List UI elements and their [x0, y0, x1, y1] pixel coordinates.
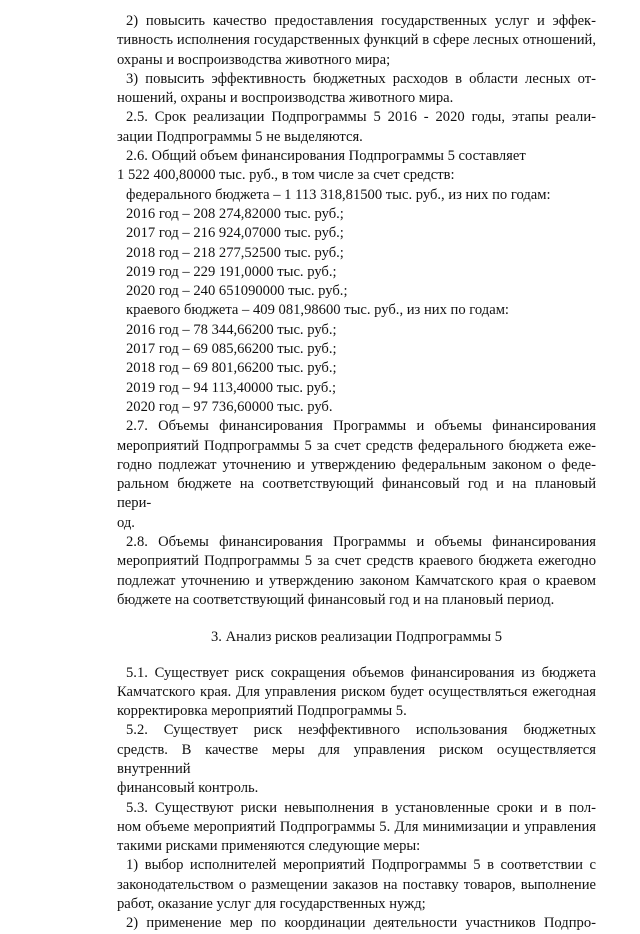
regional-budget-line: краевого бюджета – 409 081,98600 тыс. руб., из них по годам: — [126, 302, 509, 319]
paragraph-2-6 — [117, 147, 596, 417]
text-line: работ, оказание услуг для государственных нужд; — [117, 896, 426, 913]
regional-year-2018: 2018 год – 69 801,66200 тыс. руб.; — [126, 360, 337, 377]
text-line: такими рисками применяются следующие меры: — [117, 838, 421, 855]
text-line: законодательством о размещении заказов на поставку товаров, выполнение — [117, 876, 596, 893]
text-line: мероприятий Подпрограммы 5 за счет средств краевого бюджета ежегодно — [117, 553, 596, 570]
text-line: 3) повысить эффективность бюджетных расходов в области лесных от- — [126, 70, 596, 87]
regional-year-2016: 2016 год – 78 344,66200 тыс. руб.; — [126, 321, 337, 338]
text-line: зации Подпрограммы 5 не выделяются. — [117, 128, 363, 145]
text-line: 5.1. Существует риск сокращения объемов финансирования из бюджета — [126, 664, 596, 681]
text-line: од. — [117, 514, 135, 531]
text-line: финансовый контроль. — [117, 780, 259, 797]
text-line: бюджете на соответствующий финансовый год и на плановый период. — [117, 591, 555, 608]
paragraph-5-1 — [117, 664, 596, 722]
paragraph-2-5 — [117, 108, 596, 147]
regional-year-2019: 2019 год – 94 113,40000 тыс. руб.; — [126, 379, 337, 396]
paragraph-measure-2 — [117, 914, 596, 933]
text-line: ральном бюджете на соответствующий финансовый год и на плановый пери- — [117, 476, 596, 512]
text-line: ном объеме мероприятий Подпрограммы 5. Для минимизации и управления — [117, 818, 596, 835]
text-line: тивность исполнения государственных функций в сфере лесных отношений, — [117, 32, 596, 49]
paragraph-2-7 — [117, 417, 596, 533]
text-line: 2.6. Общий объем финансирования Подпрограммы 5 составляет — [126, 148, 526, 165]
text-line: охраны и воспроизводства животного мира; — [117, 51, 391, 68]
paragraph-goal-2 — [117, 12, 596, 70]
regional-year-2017: 2017 год – 69 085,66200 тыс. руб.; — [126, 341, 337, 358]
text-line: 2.7. Объемы финансирования Программы и объемы финансирования — [126, 418, 596, 435]
federal-year-2018: 2018 год – 218 277,52500 тыс. руб.; — [126, 244, 344, 261]
paragraph-2-8 — [117, 533, 596, 610]
federal-budget-line: федерального бюджета – 1 113 318,81500 тыс. руб., из них по годам: — [126, 186, 551, 203]
text-line: 1) выбор исполнителей мероприятий Подпрограммы 5 в соответствии с — [126, 857, 596, 874]
federal-year-2016: 2016 год – 208 274,82000 тыс. руб.; — [126, 205, 344, 222]
text-line: 2.8. Объемы финансирования Программы и объемы финансирования — [126, 534, 596, 551]
text-line: мероприятий Подпрограммы 5 за счет средств федерального бюджета еже- — [117, 437, 596, 454]
text-line: 2.5. Срок реализации Подпрограммы 5 2016 - 2020 годы, этапы реали- — [126, 109, 596, 126]
text-line: ношений, охраны и воспроизводства животного мира. — [117, 90, 454, 107]
paragraph-5-2 — [117, 721, 596, 798]
text-line: 5.3. Существуют риски невыполнения в установленные сроки и в пол- — [126, 799, 596, 816]
text-line: средств. В качестве меры для управления риском осуществляется внутренний — [117, 741, 596, 777]
paragraph-measure-1 — [117, 856, 596, 914]
regional-year-2020: 2020 год – 97 736,60000 тыс. руб. — [126, 398, 333, 415]
paragraph-5-3 — [117, 799, 596, 857]
federal-year-2020: 2020 год – 240 651090000 тыс. руб.; — [126, 283, 348, 300]
paragraph-goal-3 — [117, 70, 596, 109]
text-line: 5.2. Существует риск неэффективного использования бюджетных — [126, 722, 596, 739]
federal-year-2019: 2019 год – 229 191,0000 тыс. руб.; — [126, 263, 337, 280]
section-heading: 3. Анализ рисков реализации Подпрограммы 5 — [210, 629, 503, 646]
text-line: Камчатского края. Для управления риском будет осуществляться ежегодная — [117, 683, 596, 700]
text-line: корректировка мероприятий Подпрограммы 5. — [117, 703, 407, 720]
federal-year-2017: 2017 год – 216 924,07000 тыс. руб.; — [126, 225, 344, 242]
text-line: 2) повысить качество предоставления государственных услуг и эффек- — [126, 13, 596, 29]
text-line: 2) применение мер по координации деятельности участников Подпро- — [126, 915, 596, 932]
text-line: 1 522 400,80000 тыс. руб., в том числе за счет средств: — [117, 167, 455, 184]
text-line: подлежат уточнению и утверждению законом Камчатского края о краевом — [117, 572, 596, 589]
text-line: годно подлежат уточнению и утверждению федеральным законом о феде- — [117, 456, 596, 473]
